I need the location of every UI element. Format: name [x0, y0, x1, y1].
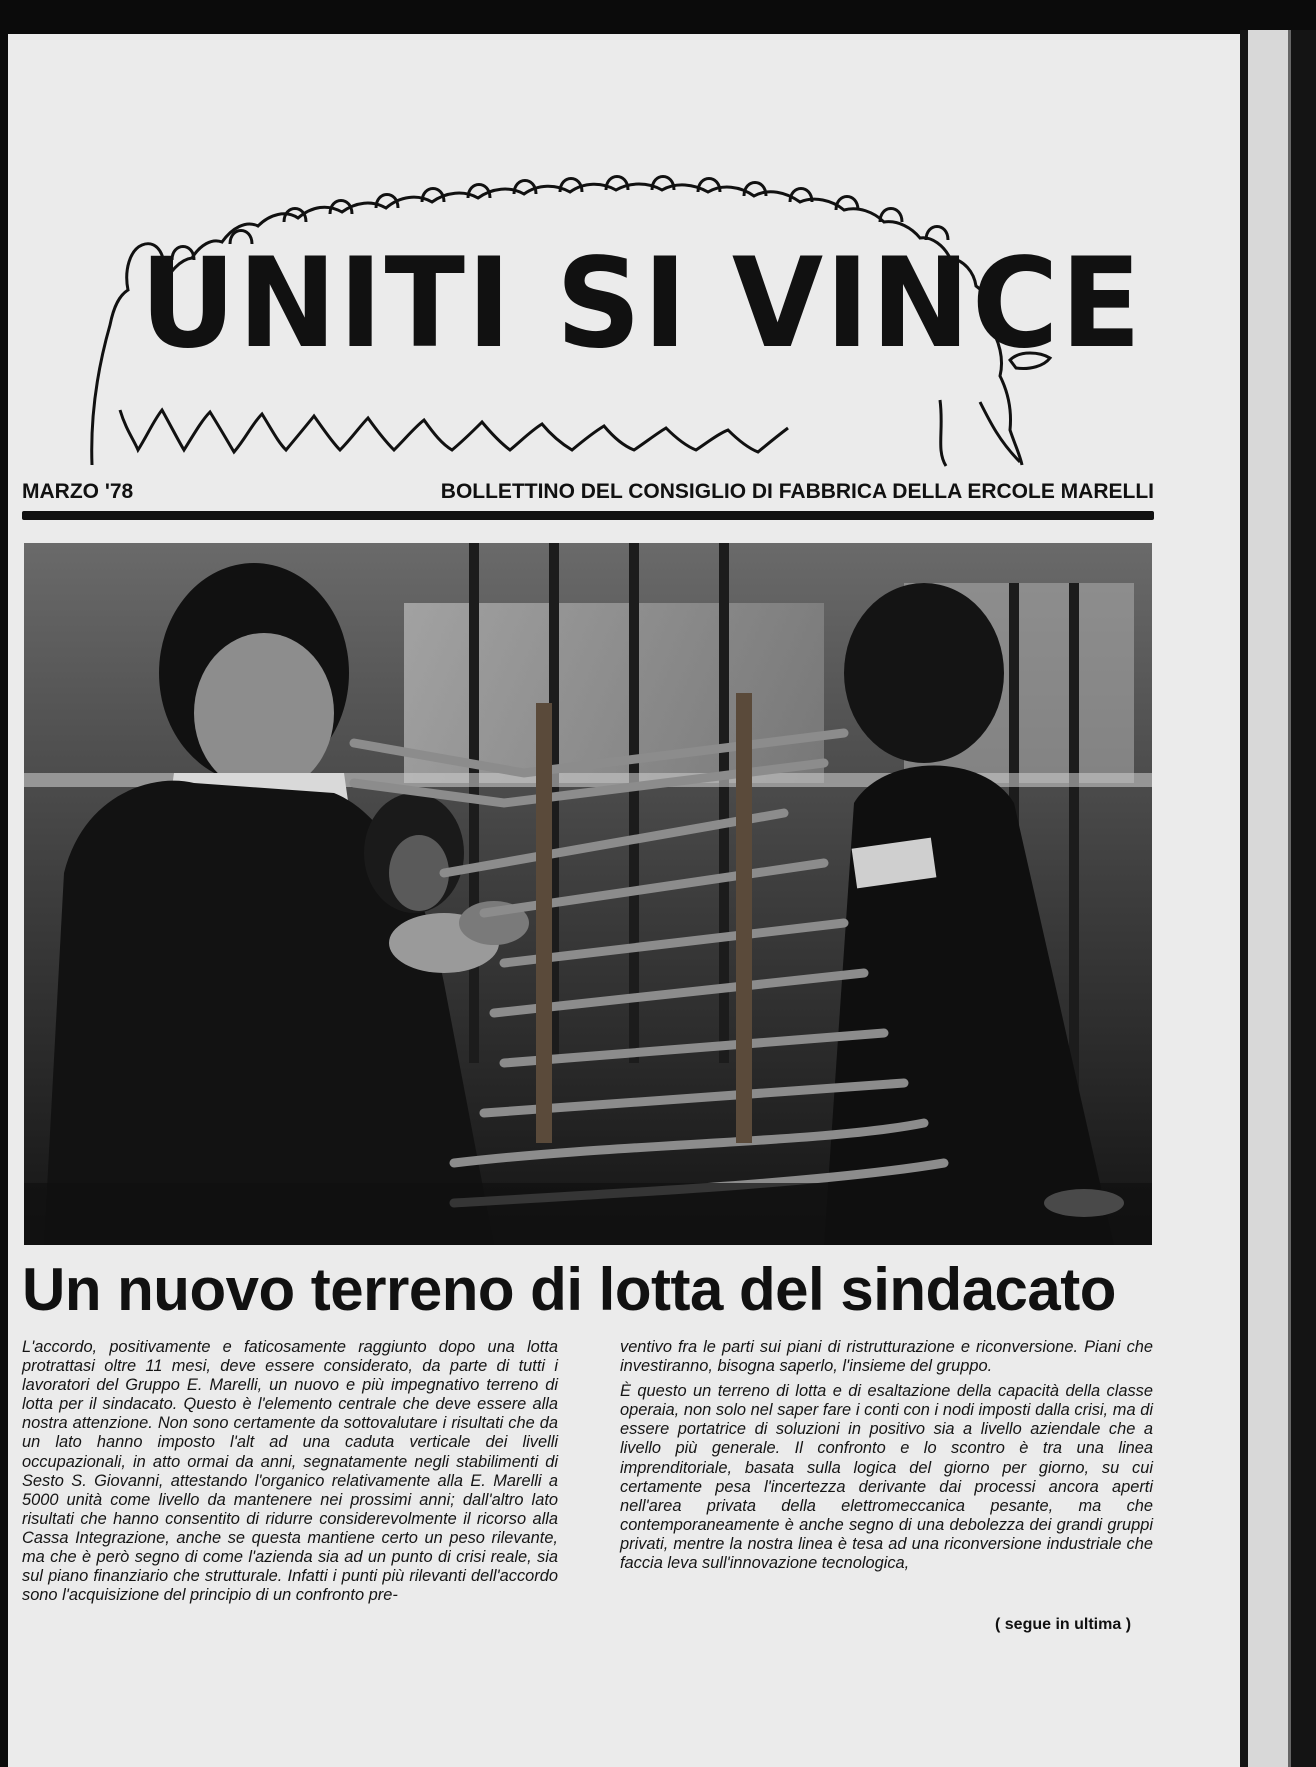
header-divider	[22, 511, 1154, 520]
article-column-left	[22, 1338, 558, 1611]
scan-border-top	[0, 0, 1316, 34]
article-column-right	[620, 1338, 1153, 1579]
article-paragraph: È questo un terreno di lotta e di esaltazione della capacità della classe operaia, non solo nel saper fare i conti con i nodi imposti dalla crisi, ma di essere portatrice di soluzioni in positivo sia a livello aziendale che a livello più generale. Il confronto e lo scontro è tra una linea imprenditoriale, basata sulla logica del giorno per giorno, su cui certamente pesa l'incertezza derivante dai processi ancora aperti nell'area privata della elettromeccanica pesante, ma che contemporaneamente è anche segno di una debolezza dei grandi gruppi privati, mentre la nostra linea è tesa ad una riconversione industriale che faccia leva sull'innovazione tecnologica,	[620, 1382, 1153, 1573]
issue-header	[22, 480, 1154, 504]
masthead	[80, 110, 1144, 480]
article-paragraph: L'accordo, positivamente e faticosamente raggiunto dopo una lotta protrattasi oltre 11 mesi, deve essere considerato, da parte di tutti i lavoratori del Gruppo E. Marelli, un nuovo e più impegnativo terreno di lotta per il sindacato. Questo è l'elemento centrale che deve essere alla nostra attenzione. Non sono certamente da sottovalutare i risultati che da un lato hanno imposto l'alt ad una caduta verticale dei livelli occupazionali, in atto ormai da anni, segnatamente negli stabilimenti di Sesto S. Giovanni, attestando l'organico relativamente alla E. Marelli a 5000 unità come livello da mantenere nei prossimi anni; dall'altro lato risultati che hanno consentito di ridurre considerevolmente il ricorso alla Cassa Integrazione, anche se questa mantiene certo un peso rilevante, ma che è però segno di come l'azienda sia ad un punto di crisi reale, sia sul piano finanziario che strutturale. Infatti i punti più rilevanti dell'accordo sono l'acquisizione del principio di un confronto pre-	[22, 1338, 558, 1605]
factory-workers-photo	[24, 543, 1152, 1245]
issue-subtitle: BOLLETTINO DEL CONSIGLIO DI FABBRICA DELLA ERCOLE MARELLI	[440, 480, 1154, 503]
scan-border-left	[0, 0, 8, 1767]
masthead-title: UNITI SI VINCE	[140, 230, 1144, 376]
article-paragraph: ventivo fra le parti sui piani di ristrutturazione e riconversione. Piani che investiranno, bisogna saperlo, l'insieme del gruppo.	[620, 1338, 1153, 1376]
continued-note: ( segue in ultima )	[995, 1616, 1132, 1633]
issue-date: MARZO '78	[22, 480, 134, 503]
binding-edge	[1240, 30, 1316, 1767]
article-headline: Un nuovo terreno di lotta del sindacato	[22, 1256, 1116, 1323]
